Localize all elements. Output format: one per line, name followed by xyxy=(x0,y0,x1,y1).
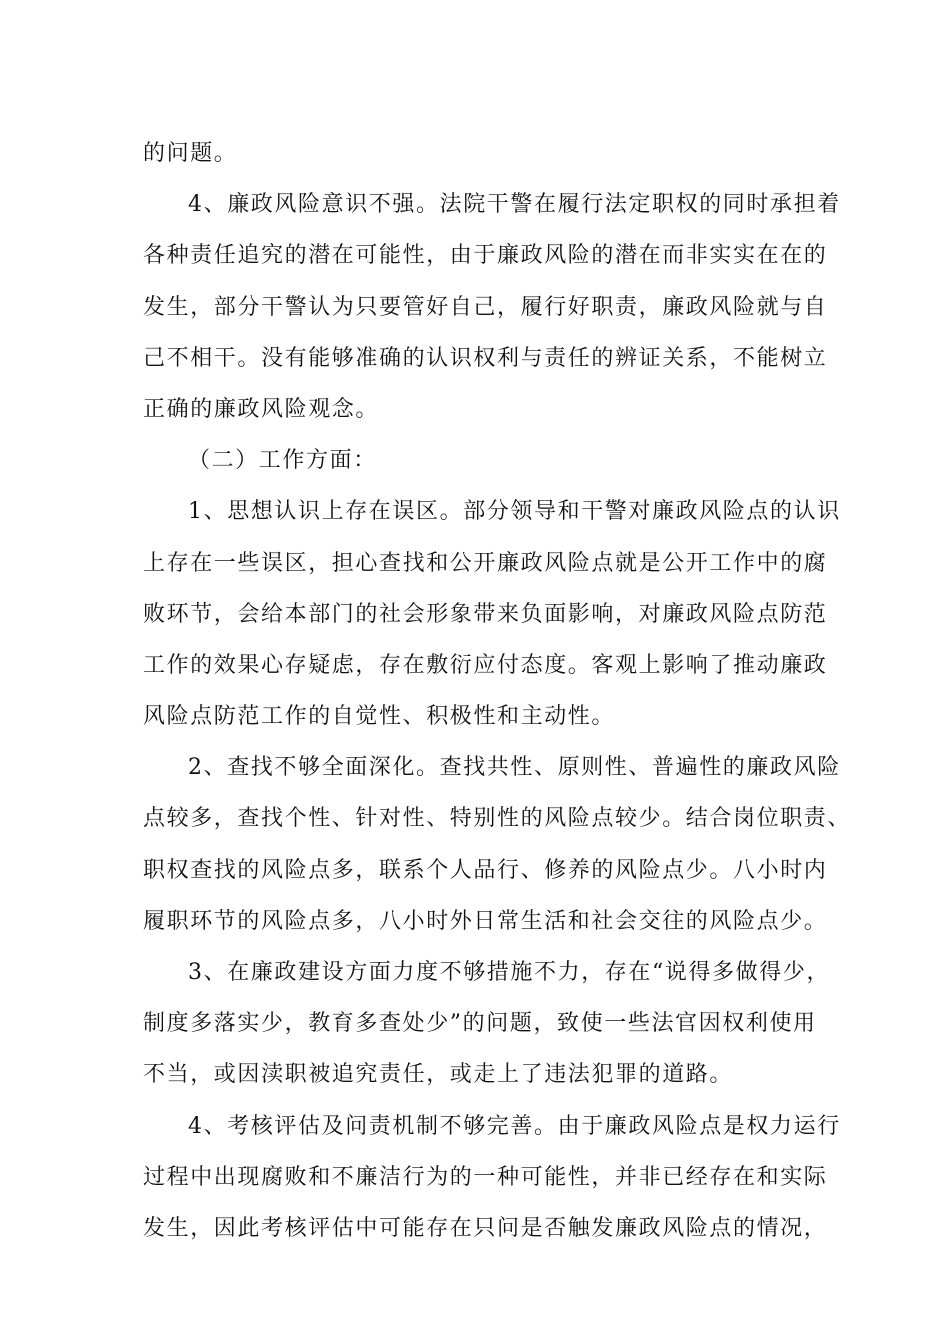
text-line: 的问题。 xyxy=(143,141,238,166)
document-body xyxy=(143,128,852,1254)
text-line: 发生，部分干警认为只要管好自己，履行好职责，廉政风险就与自 xyxy=(143,294,828,320)
text-line: 发生，因此考核评估中可能存在只问是否触发廉政风险点的情况， xyxy=(143,1215,828,1241)
text-line: 不当，或因渎职被追究责任，或走上了违法犯罪的道路。 xyxy=(143,1062,734,1088)
text-line: 己不相干。没有能够准确的认识权利与责任的辨证关系，不能树立 xyxy=(143,345,828,371)
text-line: 职权查找的风险点多，联系个人品行、修养的风险点少。八小时内 xyxy=(143,857,828,883)
text-line: 点较多，查找个性、针对性、特别性的风险点较少。结合岗位职责、 xyxy=(143,806,852,832)
text-line: 4、考核评估及问责机制不够完善。由于廉政风险点是权力运行 xyxy=(188,1113,841,1139)
text-line: 4、廉政风险意识不强。法院干警在履行法定职权的同时承担着 xyxy=(188,192,841,218)
text-line: 过程中出现腐败和不廉洁行为的一种可能性，并非已经存在和实际 xyxy=(143,1164,828,1190)
text-line: 工作的效果心存疑虑，存在敷衍应付态度。客观上影响了推动廉政 xyxy=(143,652,828,678)
section-heading: （二）工作方面： xyxy=(188,448,377,474)
text-line: 各种责任追究的潜在可能性，由于廉政风险的潜在而非实实在在的 xyxy=(143,243,828,269)
text-line: 1、思想认识上存在误区。部分领导和干警对廉政风险点的认识 xyxy=(188,499,841,525)
text-line: 履职环节的风险点多，八小时外日常生活和社会交往的风险点少。 xyxy=(143,908,828,934)
text-line: 正确的廉政风险观念。 xyxy=(143,396,380,422)
text-line: 3、在廉政建设方面力度不够措施不力，存在“说得多做得少， xyxy=(188,960,831,985)
text-line: 风险点防范工作的自觉性、积极性和主动性。 xyxy=(143,704,616,730)
text-line: 2、查找不够全面深化。查找共性、原则性、普遍性的廉政风险 xyxy=(188,755,841,781)
text-line: 败环节，会给本部门的社会形象带来负面影响，对廉政风险点防范 xyxy=(143,601,828,627)
text-line: 上存在一些误区，担心查找和公开廉政风险点就是公开工作中的腐 xyxy=(143,550,828,576)
text-line: 制度多落实少，教育多查处少”的问题，致使一些法官因权利使用 xyxy=(143,1011,817,1037)
